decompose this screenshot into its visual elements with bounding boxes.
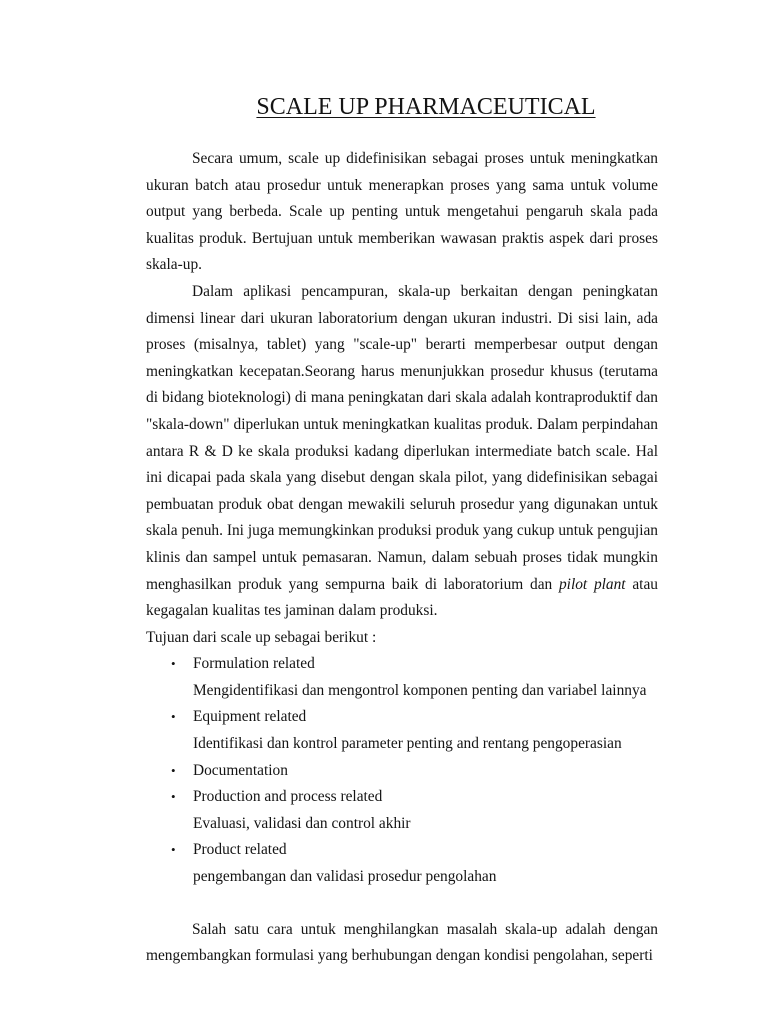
objectives-list (146, 651, 658, 890)
list-item-formulation (146, 651, 658, 704)
list-intro: Tujuan dari scale up sebagai berikut : (146, 628, 377, 646)
list-item-detail: Evaluasi, validasi dan control akhir (193, 814, 411, 832)
document-body (146, 146, 658, 970)
list-item-label: Formulation related (193, 655, 315, 673)
paragraph-mixing-text: Dalam aplikasi pencampuran, skala-up berkaitan dengan peningkatan dimensi linear dari ukuran laboratorium dengan ukuran industri. Di sisi lain, ada proses (misalnya, tablet) yang "scale-up" berarti memperbesar output dengan meningkatkan kecepatan.Seorang harus menunjukkan prosedur khusus (terutama di bidang bioteknologi) di mana peningkatan dari skala adalah kontraproduktif dan "skala-down" diperlukan untuk meningkatkan kualitas produk. Dalam perpindahan antara R & D ke skala produksi kadang diperlukan intermediate batch scale. Hal ini dicapai pada skala yang disebut dengan skala pilot, yang didefinisikan sebagai pembuatan produk obat dengan mewakili seluruh prosedur yang digunakan untuk skala penuh. Ini juga memungkinkan produksi produk yang cukup untuk pengujian klinis dan sampel untuk pemasaran. Namun, dalam sebuah proses tidak mungkin menghasilkan produk yang sempurna baik di laboratorium dan (146, 282, 658, 593)
bullet-icon: • (171, 842, 176, 858)
bullet-icon: • (171, 656, 176, 672)
paragraph-mixing-tail: atau kegagalan kualitas tes jaminan dalam produksi. (146, 575, 658, 620)
bullet-icon: • (171, 762, 176, 778)
list-item-detail: pengembangan dan validasi prosedur pengolahan (193, 868, 497, 886)
list-item-label: Documentation (193, 761, 288, 779)
paragraph-closing: Salah satu cara untuk menghilangkan masalah skala-up adalah dengan mengembangkan formulasi yang berhubungan dengan kondisi pengolahan, seperti (146, 920, 658, 965)
list-item-documentation (146, 758, 658, 785)
paragraph-mixing (146, 279, 658, 625)
list-item-label: Product related (193, 841, 287, 859)
bullet-icon: • (171, 789, 176, 805)
list-item-equipment (146, 704, 658, 757)
document-title: SCALE UP PHARMACEUTICAL (256, 94, 596, 120)
pilot-plant-term: pilot plant (558, 575, 626, 593)
list-item-product (146, 837, 658, 890)
list-item-detail: Identifikasi dan kontrol parameter penting and rentang pengoperasian (193, 735, 622, 753)
list-item-detail: Mengidentifikasi dan mengontrol komponen penting dan variabel lainnya (193, 681, 647, 699)
paragraph-spacer (146, 891, 658, 917)
list-item-label: Production and process related (193, 788, 383, 806)
bullet-icon: • (171, 709, 176, 725)
list-item-label: Equipment related (193, 708, 307, 726)
list-item-production (146, 784, 658, 837)
paragraph-definition: Secara umum, scale up didefinisikan sebagai proses untuk meningkatkan ukuran batch atau prosedur untuk menerapkan proses yang sama untuk volume output yang berbeda. Scale up penting untuk mengetahui pengaruh skala pada kualitas produk. Bertujuan untuk memberikan wawasan praktis aspek dari proses skala-up. (146, 150, 658, 274)
